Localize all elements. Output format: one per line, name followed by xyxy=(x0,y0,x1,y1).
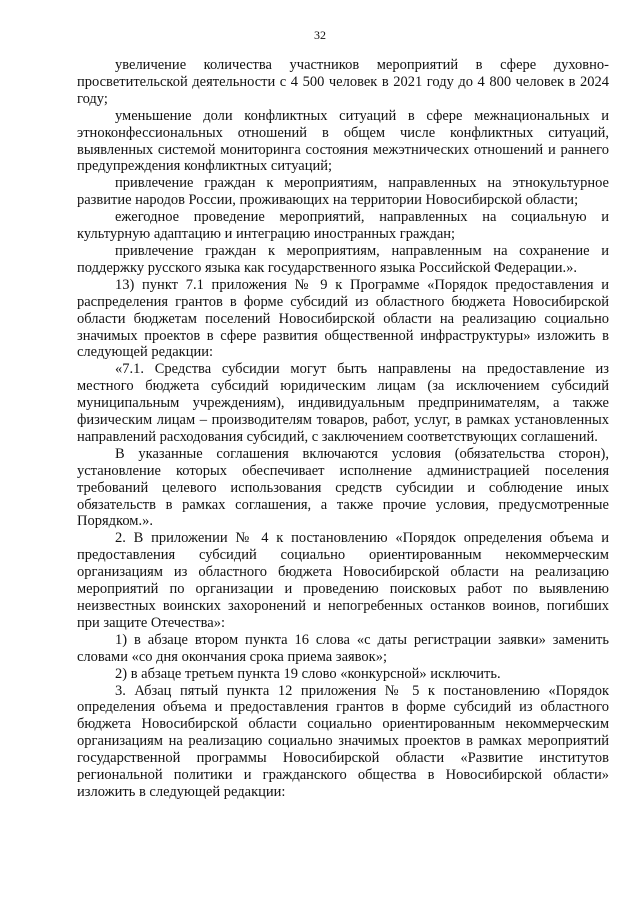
paragraph: ежегодное проведение мероприятий, направленных на социальную и культурную адаптацию и интеграцию иностранных граждан; xyxy=(77,209,609,243)
paragraph: 2. В приложении № 4 к постановлению «Порядок определения объема и предоставления субсидий социально ориентированным некоммерческим организациям из областного бюджета Новосибирской области на реализацию мероприятий по организации и проведению поисковых работ по выявлению неизвестных воинских захоронений и непогребенных останков воинов, погибших при защите Отечества»: xyxy=(77,530,609,631)
paragraph: привлечение граждан к мероприятиям, направленных на этнокультурное развитие народов России, проживающих на территории Новосибирской области; xyxy=(77,175,609,209)
paragraph: уменьшение доли конфликтных ситуаций в сфере межнациональных и этноконфессиональных отношений в общем числе конфликтных ситуаций, выявленных системой мониторинга состояния межэтнических отношений и раннего предупреждения конфликтных ситуаций; xyxy=(77,107,609,175)
document-body xyxy=(77,57,609,801)
paragraph: 3. Абзац пятый пункта 12 приложения № 5 к постановлению «Порядок определения объема и предоставления грантов в форме субсидий из областного бюджета Новосибирской области социально ориентированным некоммерческим организациям на реализацию социально значимых проектов в рамках мероприятий государственной программы Новосибирской области «Развитие институтов региональной политики и гражданского общества в Новосибирской области» изложить в следующей редакции: xyxy=(77,682,609,800)
page-number: 32 xyxy=(314,28,326,42)
paragraph: привлечение граждан к мероприятиям, направленным на сохранение и поддержку русского языка как государственного языка Российской Федерации.». xyxy=(77,242,609,276)
paragraph: В указанные соглашения включаются условия (обязательства сторон), установление которых обеспечивает исполнение администрацией поселения требований целевого использования средств субсидии и соблюдение иных обязательств в рамках соглашения, а также прочие условия, предусмотренные Порядком.». xyxy=(77,445,609,530)
paragraph: увеличение количества участников мероприятий в сфере духовно-просветительской деятельности с 4 500 человек в 2021 году до 4 800 человек в 2024 году; xyxy=(77,57,609,107)
paragraph: 13) пункт 7.1 приложения № 9 к Программе «Порядок предоставления и распределения грантов в форме субсидий из областного бюджета Новосибирской области бюджетам поселений Новосибирской области на реализацию социально значимых проектов в сфере развития общественной инфраструктуры» изложить в следующей редакции: xyxy=(77,276,609,361)
paragraph: «7.1. Средства субсидии могут быть направлены на предоставление из местного бюджета субсидий юридическим лицам (за исключением субсидий муниципальным учреждениям), индивидуальным предпринимателям, а также физическим лицам – производителям товаров, работ, услуг, в рамках установленных направлений расходования субсидий, с заключением соответствующих соглашений. xyxy=(77,361,609,445)
paragraph: 2) в абзаце третьем пункта 19 слово «конкурсной» исключить. xyxy=(115,665,501,682)
paragraph: 1) в абзаце втором пункта 16 слова «с даты регистрации заявки» заменить словами «со дня окончания срока приема заявок»; xyxy=(77,631,609,665)
